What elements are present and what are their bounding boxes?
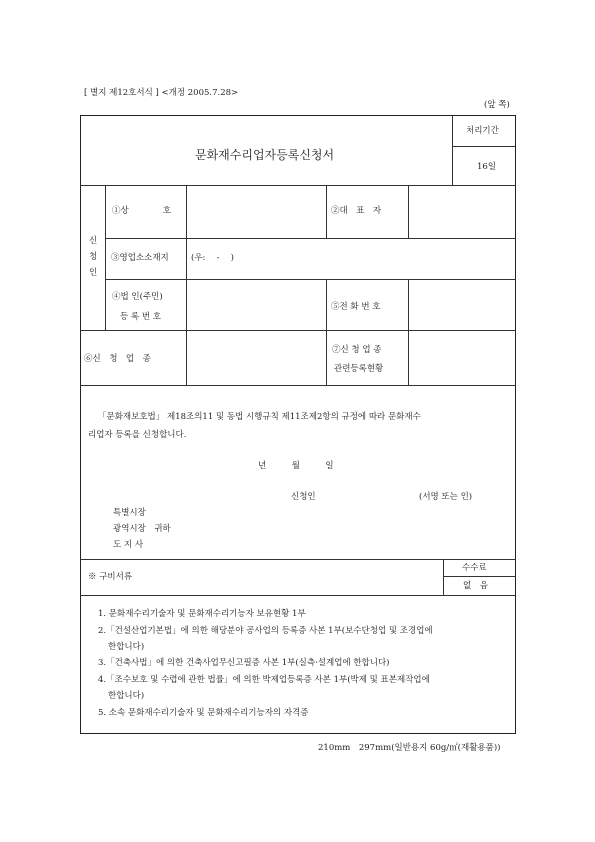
business-type-label: ⑥신 청 업 종: [84, 354, 151, 364]
processing-period-value: 16일: [477, 162, 497, 172]
applicant-side-label-1: 신: [89, 236, 98, 246]
document-item: 한합니다): [108, 642, 145, 652]
form-title: 문화재수리업자등록신청서: [195, 148, 335, 162]
fee-label: 수수료: [462, 563, 487, 573]
recipient-line-3: 도 지 사: [113, 540, 144, 550]
frame-bottom: [80, 733, 516, 734]
related-registration-field[interactable]: [410, 332, 513, 383]
processing-period-label: 처리기간: [466, 126, 499, 136]
document-item: 3.「건축사법」에 의한 건축사업무신고필증 사본 1부(실측·설계업에 한합니다): [98, 658, 390, 668]
frame-left: [80, 115, 81, 734]
document-item: 2.「건설산업기본법」에 의한 해당분야 공사업의 등록증 사본 1부(보수단청업 및 조경업에: [98, 626, 433, 636]
statement-line-1: 「문화재보호법」 제18조의11 및 동법 시행규칙 제11조제2항의 규정에 따라 문화재수: [98, 412, 421, 422]
application-date[interactable]: 년 월 일: [258, 461, 334, 471]
related-registration-label-1: ⑦신 청 업 종: [332, 345, 382, 355]
document-item: 한합니다): [108, 691, 145, 701]
form-number-label: [ 별지 제12호서식 ] <개정 2005.7.28>: [84, 88, 239, 98]
frame-right: [515, 115, 516, 734]
recipient-line-2: 광역시장 귀하: [113, 524, 171, 534]
phone-label: ⑤전 화 번 호: [331, 302, 381, 312]
representative-field[interactable]: [410, 188, 513, 236]
registration-number-label-1: ④법 인(주민): [112, 292, 163, 302]
statement-line-2: 리업자 등록을 신청합니다.: [88, 430, 187, 440]
address-label: ③영업소소재지: [111, 253, 169, 263]
trade-name-label: ①상 호: [112, 206, 171, 216]
trade-name-field[interactable]: [188, 188, 324, 236]
fee-value: 없 음: [463, 581, 488, 591]
recipient-line-1: 특별시장: [113, 508, 146, 518]
representative-label: ②대 표 자: [331, 206, 382, 216]
document-item: 4.「조수보호 및 수렵에 관한 법률」에 의한 박제업등록증 사본 1부(박제 및 표본제작업에: [98, 675, 430, 685]
paper-spec-footer: 210mm 297mm(일반용지 60g/㎡(재활용품)): [318, 743, 501, 753]
phone-field[interactable]: [410, 281, 513, 328]
required-documents-heading: ※ 구비서류: [88, 572, 133, 582]
applicant-side-label-3: 인: [89, 268, 98, 278]
applicant-signature-label: 신청인: [291, 492, 316, 502]
frame-top: [80, 115, 516, 116]
applicant-side-label-2: 청: [89, 252, 98, 262]
document-item: 5. 소속 문화재수리기술자 및 문화재수리기능자의 자격증: [98, 708, 309, 718]
related-registration-label-2: 관련등록현황: [334, 364, 384, 374]
address-value[interactable]: (우: - ): [191, 253, 234, 263]
signature-or-seal-label: (서명 또는 인): [419, 492, 473, 502]
registration-number-field[interactable]: [188, 281, 324, 328]
registration-number-label-2: 등 록 번 호: [120, 312, 161, 322]
document-item: 1. 문화재수리기술자 및 문화재수리기능자 보유현황 1부: [98, 609, 306, 619]
front-side-label: (앞 쪽): [484, 100, 510, 110]
business-type-field[interactable]: [188, 332, 324, 383]
